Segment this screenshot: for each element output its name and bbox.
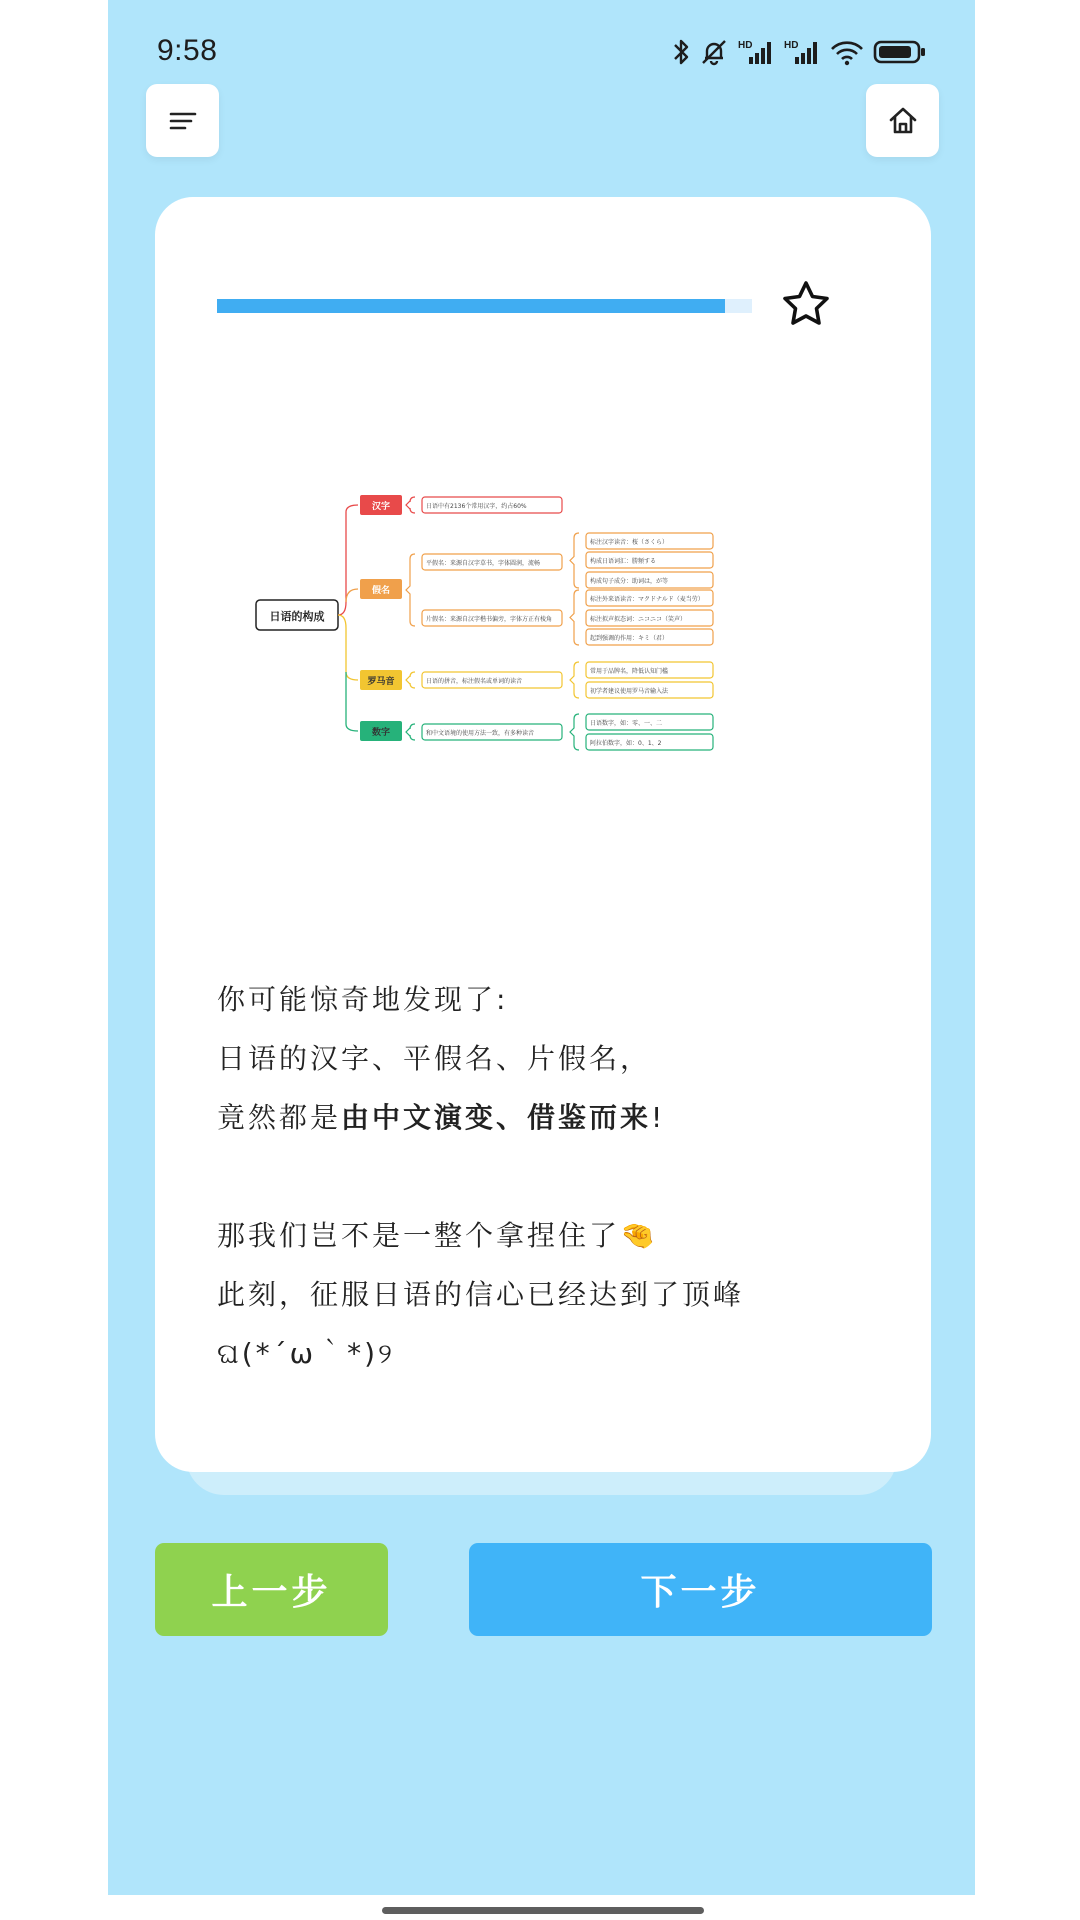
signal-hd-icon xyxy=(737,37,775,67)
progress-bar xyxy=(217,299,752,313)
mindmap-brace xyxy=(570,590,579,645)
app-screen xyxy=(108,0,975,1895)
text-line-3 xyxy=(217,1088,897,1147)
mindmap-leaf-text: 常用于品牌名，降低认知门槛 xyxy=(590,668,669,675)
mindmap-note-text: 和中文语境的使用方法一致，有多种读音 xyxy=(426,730,535,737)
mindmap-branch-label: 汉字 xyxy=(371,502,391,512)
wifi-icon xyxy=(829,37,865,67)
lesson-card xyxy=(155,197,931,1472)
text-line-4 xyxy=(217,1206,897,1265)
menu-icon xyxy=(169,109,197,133)
pinch-emoji-icon: 🤏 xyxy=(620,1219,658,1252)
text-line-3-prefix: 竟然都是 xyxy=(217,1101,342,1134)
mindmap-connector xyxy=(338,615,358,680)
home-button[interactable] xyxy=(866,84,939,157)
mindmap-brace xyxy=(570,714,579,750)
mindmap-brace xyxy=(570,533,579,588)
mindmap-brace xyxy=(406,554,415,626)
text-line-5: 此刻，征服日语的信心已经达到了顶峰 xyxy=(217,1278,745,1311)
mindmap-branch-label: 假名 xyxy=(371,586,391,596)
status-icons xyxy=(671,32,927,72)
text-line-6: ଘ(*´ω｀*)୨ xyxy=(217,1337,395,1370)
mindmap-leaf-text: 构成日语词汇：勝頻する xyxy=(590,558,657,565)
mindmap-brace xyxy=(406,672,415,688)
mindmap-note-text: 平假名：来源自汉字草书，字体圆润，流畅 xyxy=(426,560,541,567)
mindmap-note-text: 片假名：来源自汉字楷书偏旁，字体方正有棱角 xyxy=(426,616,553,623)
menu-button[interactable] xyxy=(146,84,219,157)
mindmap-branch-label: 数字 xyxy=(371,728,391,738)
text-line-3-bold: 由中文演变、借鉴而来 xyxy=(341,1101,652,1134)
mindmap-branch-label: 罗马音 xyxy=(367,677,395,687)
text-line-1: 你可能惊奇地发现了: xyxy=(217,983,509,1016)
mindmap-note-text: 日语的拼音，标注假名或单词的读音 xyxy=(426,678,523,685)
text-blank-line xyxy=(217,1147,897,1206)
mindmap-brace xyxy=(406,724,415,740)
battery-icon xyxy=(873,37,927,67)
text-line-3-suffix: ! xyxy=(651,1101,666,1134)
bluetooth-icon xyxy=(671,37,691,67)
mindmap-brace xyxy=(406,497,415,513)
mindmap-leaf-text: 构成句子成分：助词は，が等 xyxy=(590,578,669,585)
status-time: 9:58 xyxy=(157,34,218,67)
mindmap-connector xyxy=(346,672,358,731)
mindmap-connector xyxy=(346,589,358,602)
lesson-text xyxy=(217,970,897,1383)
mindmap-leaf-text: 初学者建议使用罗马音输入法 xyxy=(590,688,669,695)
mindmap-leaf-text: 标注拟声拟态词：ニコニコ（笑声） xyxy=(590,616,687,623)
text-line-4-main: 那我们岂不是一整个拿捏住了 xyxy=(217,1219,621,1252)
hd-label: HD xyxy=(738,40,753,51)
next-step-button[interactable]: 下一步 xyxy=(469,1543,932,1636)
favorite-button[interactable] xyxy=(778,277,834,333)
mindmap-connector xyxy=(338,505,358,615)
bell-off-icon xyxy=(699,37,729,67)
prev-step-button[interactable]: 上一步 xyxy=(155,1543,388,1636)
mindmap-leaf-text: 标注外来语读音：マクドナルド（麦当劳） xyxy=(590,596,704,603)
home-indicator xyxy=(382,1907,704,1914)
mindmap-diagram xyxy=(250,472,840,807)
mindmap-leaf-text: 标注汉字读音：桜（さくら） xyxy=(590,539,669,546)
mindmap-leaf-text: 阿拉伯数字，如：0、1、2 xyxy=(590,740,662,747)
home-icon xyxy=(887,105,919,137)
mindmap-leaf-text: 日语数字，如：零、一、二 xyxy=(590,720,663,727)
star-outline-icon xyxy=(778,277,834,333)
hd-label: HD xyxy=(784,40,799,51)
mindmap-root-label: 日语的构成 xyxy=(269,610,325,623)
text-line-2: 日语的汉字、平假名、片假名， xyxy=(217,1042,652,1075)
mindmap-leaf-text: 起到强调的作用：キミ（君） xyxy=(590,635,669,642)
mindmap-brace xyxy=(570,662,579,698)
progress-fill xyxy=(217,299,725,313)
signal-hd-icon xyxy=(783,37,821,67)
mindmap-note-text: 日语中有2136个常用汉字，约占60% xyxy=(426,503,527,510)
